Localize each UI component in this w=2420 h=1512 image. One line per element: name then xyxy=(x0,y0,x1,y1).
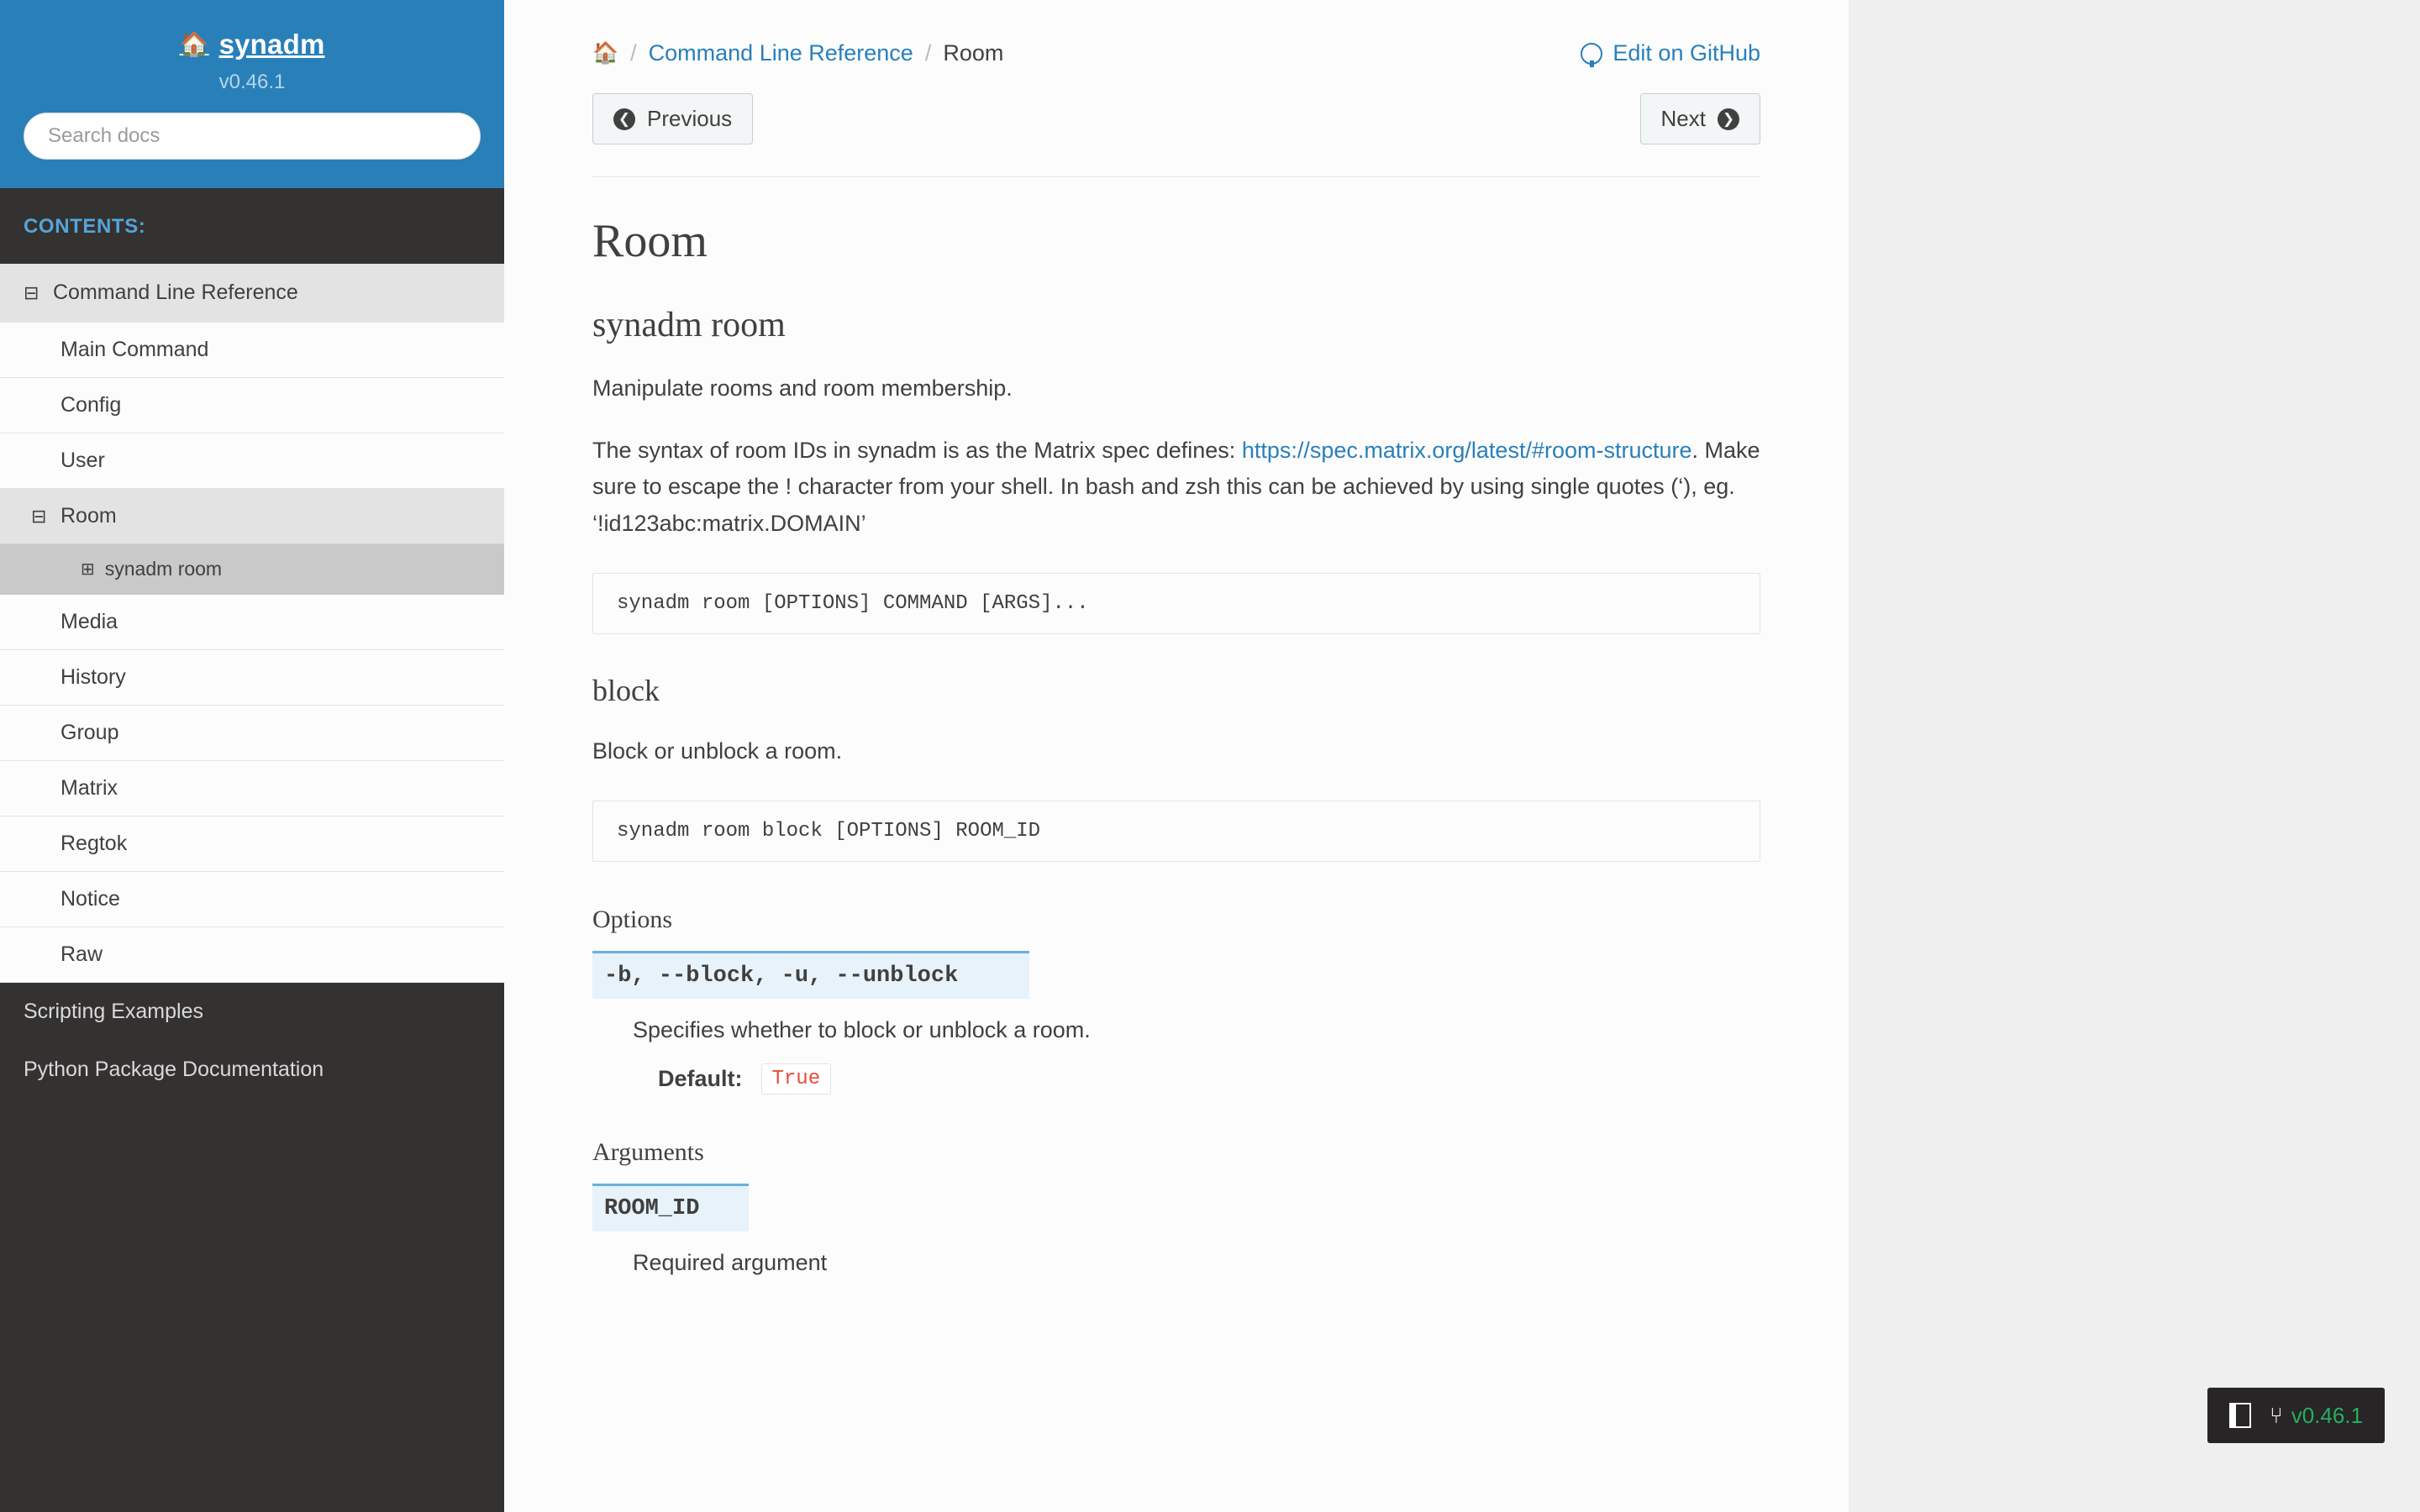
sidebar-item-python-package-documentation[interactable] xyxy=(0,1041,504,1099)
options-heading: Options xyxy=(592,905,673,933)
sidebar-item-label: History xyxy=(60,665,126,689)
sidebar-item-label: Notice xyxy=(60,887,120,911)
section-title: synadm room xyxy=(592,306,786,344)
arguments-heading: Arguments xyxy=(592,1137,704,1166)
collapse-icon[interactable]: ⊟ xyxy=(24,281,39,303)
sidebar-item-label: Group xyxy=(60,721,119,744)
option-signature: -b, --block, -u, --unblock xyxy=(592,951,1029,999)
sidebar-item-raw[interactable] xyxy=(0,927,504,983)
book-icon xyxy=(2229,1403,2251,1428)
argument-signature: ROOM_ID xyxy=(592,1184,749,1231)
edit-on-github-label: Edit on GitHub xyxy=(1612,40,1760,66)
breadcrumb-link-command-line-reference[interactable]: Command Line Reference xyxy=(648,40,913,66)
previous-button[interactable] xyxy=(592,93,753,144)
brand-link[interactable] xyxy=(180,29,325,60)
main-content xyxy=(504,0,1849,1512)
doc-nav-buttons xyxy=(592,93,1760,177)
sidebar-item-label: Matrix xyxy=(60,776,118,800)
sidebar-version: v0.46.1 xyxy=(218,71,286,93)
version-label: v0.46.1 xyxy=(2291,1402,2363,1428)
intro-paragraph: Manipulate rooms and room membership. xyxy=(592,375,1013,401)
sidebar-item-label: Command Line Reference xyxy=(53,281,298,304)
matrix-spec-link[interactable]: https://spec.matrix.org/latest/#room-structure xyxy=(1241,437,1692,463)
sidebar-item-label: Media xyxy=(60,610,118,633)
sidebar-item-label: Main Command xyxy=(60,338,209,361)
breadcrumb xyxy=(592,40,1003,66)
sidebar-item-label: Scripting Examples xyxy=(24,1000,203,1023)
next-label: Next xyxy=(1660,106,1706,131)
sidebar-item-label: Python Package Documentation xyxy=(24,1058,324,1081)
previous-label: Previous xyxy=(647,106,733,131)
option-default-row xyxy=(658,1063,1760,1095)
default-value: True xyxy=(761,1063,832,1095)
sidebar-item-notice[interactable] xyxy=(0,872,504,927)
home-icon: 🏠 xyxy=(179,31,209,57)
sidebar-item-user[interactable] xyxy=(0,433,504,489)
edit-on-github-link[interactable] xyxy=(1581,40,1760,66)
right-gutter xyxy=(1849,0,2420,1512)
block-description: Block or unblock a room. xyxy=(592,738,843,764)
version-branch xyxy=(2270,1403,2363,1429)
breadcrumb-current: Room xyxy=(943,40,1004,66)
brand-title: synadm xyxy=(218,29,325,60)
sidebar-header xyxy=(0,0,504,188)
next-button[interactable] xyxy=(1640,93,1760,144)
sidebar-item-label: synadm room xyxy=(104,558,223,580)
block-heading: block xyxy=(592,673,660,707)
sidebar xyxy=(0,0,504,1512)
breadcrumb-separator: / xyxy=(924,40,932,66)
option-description: Specifies whether to block or unblock a room. xyxy=(633,1016,1091,1042)
block-code-block: synadm room block [OPTIONS] ROOM_ID xyxy=(592,801,1760,862)
search-input[interactable] xyxy=(24,113,481,160)
sidebar-item-command-line-reference[interactable] xyxy=(0,264,504,323)
sidebar-item-history[interactable] xyxy=(0,650,504,706)
sidebar-item-label: Config xyxy=(60,393,122,417)
search-container xyxy=(0,113,504,160)
breadcrumb-row xyxy=(592,40,1760,66)
arrow-right-icon: ❯ xyxy=(1718,108,1739,130)
page-title: Room xyxy=(592,215,708,267)
version-badge[interactable] xyxy=(2207,1388,2385,1443)
sidebar-item-label: Raw xyxy=(60,942,103,966)
sidebar-item-regtok[interactable] xyxy=(0,816,504,872)
sidebar-item-scripting-examples[interactable] xyxy=(0,983,504,1041)
github-icon xyxy=(1581,43,1602,65)
syntax-text-after: . Make sure to escape the ! character from your shell. In bash and zsh this can be achieved by using single quotes (‘), eg. ‘!id123abc:matrix.DOMAIN’ xyxy=(592,437,1760,537)
collapse-icon[interactable]: ⊟ xyxy=(31,505,47,527)
home-icon[interactable]: 🏠 xyxy=(592,41,619,65)
syntax-text-before: The syntax of room IDs in synadm is as the Matrix spec defines: xyxy=(592,437,1242,463)
sidebar-item-main-command[interactable] xyxy=(0,323,504,378)
usage-code-block: synadm room [OPTIONS] COMMAND [ARGS]... xyxy=(592,573,1760,634)
arrow-left-icon: ❮ xyxy=(613,108,635,130)
default-label: Default: xyxy=(658,1065,743,1091)
breadcrumb-separator: / xyxy=(630,40,637,66)
sidebar-item-label: User xyxy=(60,449,105,472)
sidebar-item-label: Room xyxy=(60,504,117,528)
expand-icon[interactable]: ⊞ xyxy=(81,560,95,579)
sidebar-item-room[interactable] xyxy=(0,489,504,544)
sidebar-item-config[interactable] xyxy=(0,378,504,433)
sidebar-item-synadm-room[interactable] xyxy=(0,544,504,595)
branch-icon: ⑂ xyxy=(2270,1402,2283,1428)
sidebar-item-matrix[interactable] xyxy=(0,761,504,816)
sidebar-item-media[interactable] xyxy=(0,595,504,650)
sidebar-item-group[interactable] xyxy=(0,706,504,761)
contents-label: CONTENTS: xyxy=(0,188,504,264)
sidebar-sublist xyxy=(0,323,504,983)
argument-description: Required argument xyxy=(633,1249,828,1275)
sidebar-item-label: Regtok xyxy=(60,832,128,855)
syntax-paragraph xyxy=(592,433,1760,543)
